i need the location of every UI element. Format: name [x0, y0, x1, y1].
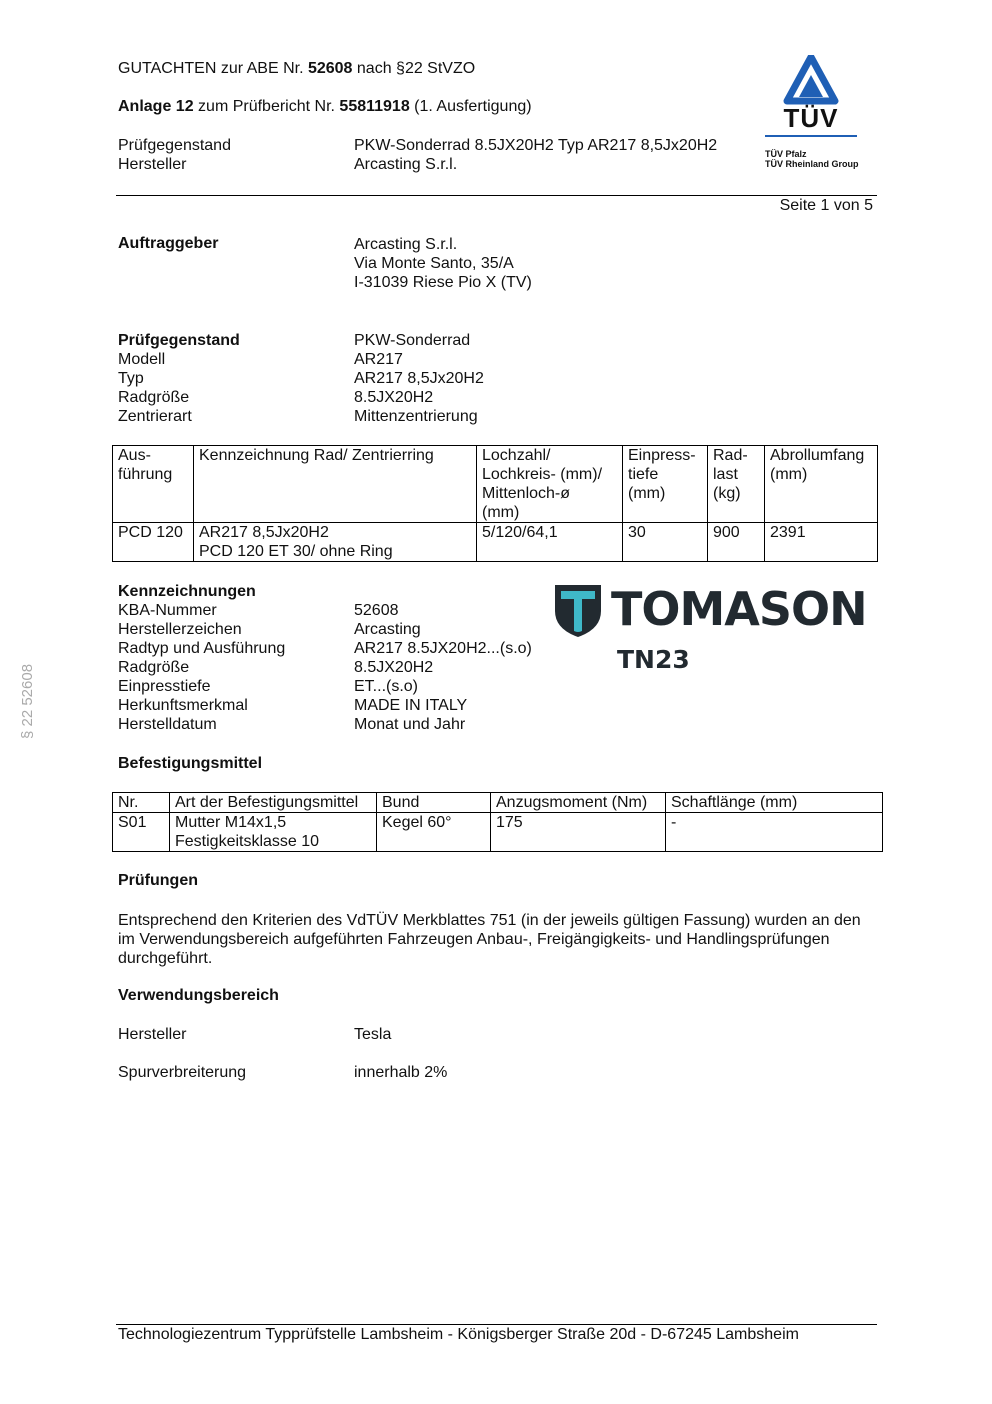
header-line2-post: (1. Ausfertigung): [409, 98, 532, 115]
auftraggeber-line: Arcasting S.r.l.: [354, 236, 458, 253]
table-cell: Mutter M14x1,5 Festigkeitsklasse 10: [170, 813, 377, 852]
table-cell: 900: [708, 523, 765, 562]
auftraggeber-line: Via Monte Santo, 35/A: [354, 255, 514, 272]
header-line1: [118, 60, 475, 78]
radgroesse-value: 8.5JX20H2: [354, 659, 434, 676]
report-number: 55811918: [339, 98, 410, 115]
abe-number: 52608: [307, 60, 353, 77]
verwendung-title: Verwendungsbereich: [118, 987, 279, 1004]
header-pruef-label: Prüfgegenstand: [118, 137, 231, 154]
table-header-row: [113, 446, 878, 523]
radgroesse-value: 8.5JX20H2: [354, 389, 434, 406]
table-cell: 30: [623, 523, 708, 562]
radgroesse-label: Radgröße: [118, 659, 190, 676]
tomason-name: TOMASON: [611, 582, 867, 636]
herkunft-label: Herkunftsmerkmal: [118, 697, 248, 714]
table-header-cell: Art der Befestigungsmittel: [170, 793, 377, 813]
table-cell: AR217 8,5Jx20H2 PCD 120 ET 30/ ohne Ring: [194, 523, 477, 562]
pruefungen-title: Prüfungen: [118, 872, 198, 889]
zentrierart-label: Zentrierart: [118, 408, 192, 425]
table-cell: Kegel 60°: [377, 813, 491, 852]
einpresstiefe-label: Einpresstiefe: [118, 678, 211, 695]
table-row: [113, 523, 878, 562]
table-cell: PCD 120: [113, 523, 194, 562]
header-herst-value: Arcasting S.r.l.: [354, 156, 458, 173]
modell-value: AR217: [354, 351, 403, 368]
table-header-cell: Aus- führung: [113, 446, 194, 523]
tomason-shield-icon: [553, 583, 603, 639]
wheel-table: [112, 445, 878, 562]
befestigung-title: Befestigungsmittel: [118, 755, 263, 772]
tomason-logo: [553, 583, 875, 678]
page-number: Seite 1 von 5: [779, 197, 873, 214]
table-header-cell: Schaftlänge (mm): [666, 793, 883, 813]
typ-label: Typ: [118, 370, 144, 387]
spurverbreiterung-label: Spurverbreiterung: [118, 1064, 247, 1081]
table-cell: 5/120/64,1: [477, 523, 623, 562]
herkunft-value: MADE IN ITALY: [354, 697, 468, 714]
kba-label: KBA-Nummer: [118, 602, 217, 619]
tuv-logo-line1: TÜV Pfalz: [765, 149, 807, 159]
header-herst-label: Hersteller: [118, 156, 187, 173]
tuv-triangle-icon: [763, 55, 859, 107]
kennzeichnungen-title: Kennzeichnungen: [118, 583, 256, 600]
header-pruef-value: PKW-Sonderrad 8.5JX20H2 Typ AR217 8,5Jx20H2: [354, 137, 718, 154]
tuv-logo-rule: [765, 135, 857, 137]
header-divider: [116, 195, 877, 196]
header-line1-post: nach §22 StVZO: [352, 60, 476, 77]
table-row: [113, 813, 883, 852]
table-header-cell: Abrollumfang (mm): [765, 446, 878, 523]
table-cell: -: [666, 813, 883, 852]
pruefgegenstand-value: PKW-Sonderrad: [354, 332, 471, 349]
table-header-cell: Anzugsmoment (Nm): [491, 793, 666, 813]
table-header-cell: Kennzeichnung Rad/ Zentrierring: [194, 446, 477, 523]
table-header-cell: Einpress- tiefe (mm): [623, 446, 708, 523]
tomason-model: TN23: [617, 645, 690, 674]
befestigung-table: [112, 792, 883, 852]
herstelldatum-value: Monat und Jahr: [354, 716, 466, 733]
table-cell: S01: [113, 813, 170, 852]
kennzeichnungen-values: [354, 601, 532, 734]
tuv-logo-line2: TÜV Rheinland Group: [765, 159, 859, 169]
spurverbreiterung-value: innerhalb 2%: [354, 1064, 448, 1081]
footer-text: Technologiezentrum Typprüfstelle Lambsheim - Königsberger Straße 20d - D-67245 Lambsheim: [118, 1326, 799, 1343]
table-header-cell: Rad- last (kg): [708, 446, 765, 523]
kennzeichnungen-labels: [118, 582, 285, 734]
table-cell: 2391: [765, 523, 878, 562]
pruefgegenstand-values: [354, 331, 484, 426]
zentrierart-value: Mittenzentrierung: [354, 408, 478, 425]
typ-value: AR217 8,5Jx20H2: [354, 370, 484, 387]
tuv-logo: [763, 55, 859, 175]
herstelldatum-label: Herstelldatum: [118, 716, 217, 733]
radtyp-label: Radtyp und Ausführung: [118, 640, 286, 657]
pruefungen-text: Entsprechend den Kriterien des VdTÜV Merkblattes 751 (in der jeweils gültigen Fassung) wurden an den im Verwendungsbereich aufgeführten Fahrzeugen Anbau-, Freigängigkeits- und Handlingsprüfungen durchgeführt.: [118, 912, 861, 967]
table-header-cell: Lochzahl/ Lochkreis- (mm)/ Mittenloch-ø (mm): [477, 446, 623, 523]
side-marker: § 22 52608: [19, 663, 37, 740]
table-header-cell: Bund: [377, 793, 491, 813]
radtyp-value: AR217 8.5JX20H2...(s.o): [354, 640, 532, 657]
verwendung-hersteller-value: Tesla: [354, 1026, 392, 1043]
header-line2: [118, 98, 532, 116]
auftraggeber-address: [354, 235, 532, 292]
auftraggeber-label: Auftraggeber: [118, 235, 219, 252]
tuv-text: TÜV: [783, 103, 839, 133]
einpresstiefe-value: ET...(s.o): [354, 678, 419, 695]
herstellerzeichen-label: Herstellerzeichen: [118, 621, 242, 638]
header-line1-pre: GUTACHTEN zur ABE Nr.: [118, 60, 308, 77]
herstellerzeichen-value: Arcasting: [354, 621, 421, 638]
auftraggeber-line: I-31039 Riese Pio X (TV): [354, 274, 532, 291]
pruefgegenstand-label: Prüfgegenstand: [118, 332, 240, 349]
footer-divider: [116, 1324, 877, 1325]
header-line2-mid: zum Prüfbericht Nr.: [193, 98, 340, 115]
anlage-label: Anlage 12: [118, 98, 194, 115]
pruefgegenstand-labels: [118, 331, 240, 426]
modell-label: Modell: [118, 351, 166, 368]
verwendung-hersteller-label: Hersteller: [118, 1026, 187, 1043]
table-header-row: [113, 793, 883, 813]
table-cell: 175: [491, 813, 666, 852]
radgroesse-label: Radgröße: [118, 389, 190, 406]
table-header-cell: Nr.: [113, 793, 170, 813]
kba-value: 52608: [354, 602, 399, 619]
